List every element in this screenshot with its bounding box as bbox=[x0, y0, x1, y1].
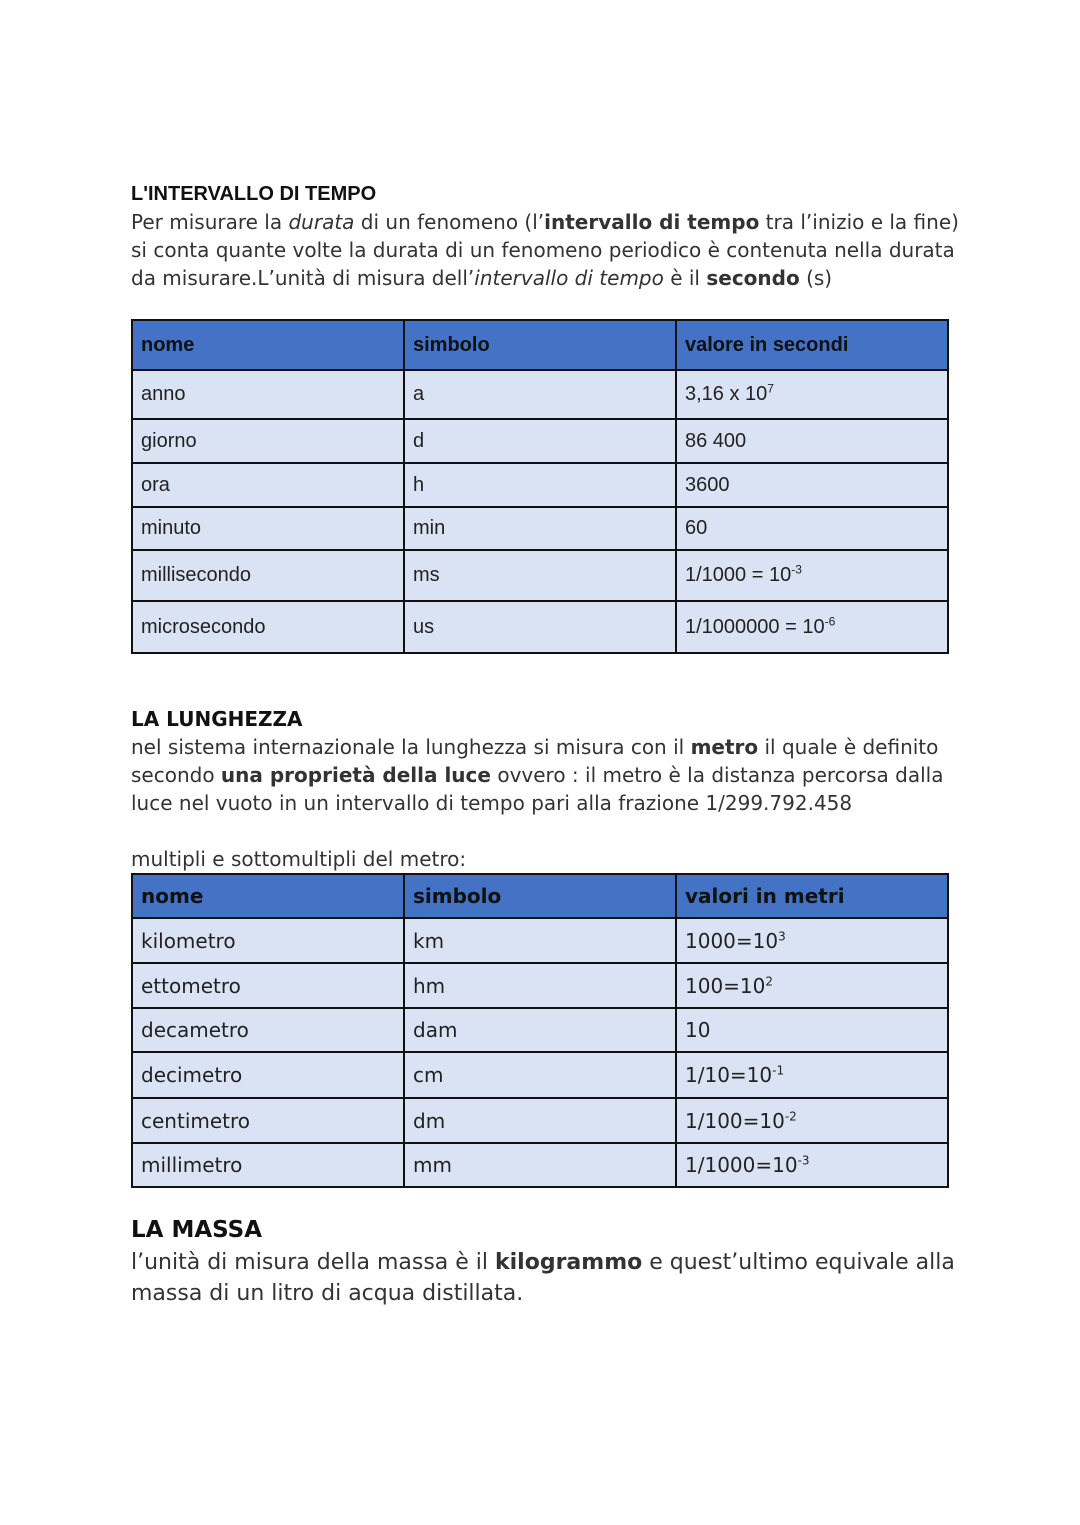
cell-simbolo: km bbox=[404, 918, 676, 963]
text-run: il quale è definito secondo bbox=[131, 735, 939, 787]
value-text: 3600 bbox=[685, 473, 730, 496]
time-section-paragraph bbox=[131, 208, 961, 292]
cell-nome: kilometro bbox=[132, 918, 404, 963]
cell-valore bbox=[676, 918, 948, 963]
cell-valore bbox=[676, 550, 948, 601]
value-exponent: -3 bbox=[791, 562, 802, 577]
cell-nome: ettometro bbox=[132, 963, 404, 1008]
value-exponent: 7 bbox=[767, 381, 774, 396]
length-units-table bbox=[131, 873, 949, 1188]
value-text: 1/1000 = 10 bbox=[685, 564, 792, 586]
table-header-row bbox=[132, 320, 948, 370]
text-run: e quest’ultimo equivale alla massa di un litro di acqua distillata. bbox=[131, 1250, 955, 1306]
table-row bbox=[132, 963, 948, 1008]
value-text: 3,16 x 10 bbox=[685, 383, 768, 405]
column-header-nome: nome bbox=[132, 320, 404, 370]
cell-simbolo: h bbox=[404, 463, 676, 507]
table-row bbox=[132, 1143, 948, 1187]
text-run: (s) bbox=[799, 266, 833, 290]
table-row bbox=[132, 463, 948, 507]
cell-valore bbox=[676, 507, 948, 550]
value-exponent: -2 bbox=[784, 1108, 797, 1123]
cell-valore bbox=[676, 1008, 948, 1052]
time-units-table bbox=[131, 319, 949, 654]
cell-valore bbox=[676, 1052, 948, 1098]
column-header-simbolo: simbolo bbox=[404, 874, 676, 918]
length-section-paragraph bbox=[131, 733, 961, 817]
table-row bbox=[132, 1098, 948, 1143]
length-section-title: LA LUNGHEZZA bbox=[131, 707, 303, 731]
value-text: 1/1000000 = 10 bbox=[685, 615, 825, 638]
cell-simbolo: dam bbox=[404, 1008, 676, 1052]
value-exponent: -3 bbox=[797, 1153, 810, 1168]
text-run: di un fenomeno (l’ bbox=[354, 210, 545, 234]
table-row bbox=[132, 601, 948, 653]
value-exponent: 3 bbox=[778, 928, 786, 943]
column-header-simbolo: simbolo bbox=[404, 320, 676, 370]
emphasis-durata: durata bbox=[288, 210, 355, 234]
cell-simbolo: cm bbox=[404, 1052, 676, 1098]
value-exponent: -1 bbox=[772, 1063, 785, 1078]
value-text: 86 400 bbox=[685, 429, 747, 452]
text-run: ovvero : il metro è la distanza percorsa dalla luce nel vuoto in un intervallo di tempo pari alla frazione 1/299.792.458 bbox=[131, 763, 944, 815]
value-exponent: -6 bbox=[824, 613, 836, 628]
cell-simbolo: d bbox=[404, 419, 676, 463]
cell-nome: ora bbox=[132, 463, 404, 507]
table-row bbox=[132, 419, 948, 463]
table-row bbox=[132, 918, 948, 963]
cell-nome: millisecondo bbox=[132, 550, 404, 601]
cell-nome: giorno bbox=[132, 419, 404, 463]
mass-section-title: LA MASSA bbox=[131, 1217, 263, 1243]
mass-section-paragraph bbox=[131, 1247, 971, 1309]
cell-nome: centimetro bbox=[132, 1098, 404, 1143]
cell-nome: anno bbox=[132, 370, 404, 419]
table-header-row bbox=[132, 874, 948, 918]
cell-nome: microsecondo bbox=[132, 601, 404, 653]
cell-valore bbox=[676, 1143, 948, 1187]
cell-simbolo: mm bbox=[404, 1143, 676, 1187]
text-run: Per misurare la bbox=[131, 210, 289, 234]
text-run: tra l’inizio e la fine) si conta quante volte la durata di un fenomeno periodico è contenuta nella durata da misurare.L’unità di misura dell’ bbox=[131, 210, 959, 290]
table-row bbox=[132, 1008, 948, 1052]
text-run: è il bbox=[663, 266, 707, 290]
column-header-valore: valori in metri bbox=[676, 874, 948, 918]
cell-simbolo: a bbox=[404, 370, 676, 419]
cell-nome: decametro bbox=[132, 1008, 404, 1052]
text-run: nel sistema internazionale la lunghezza si misura con il bbox=[131, 735, 691, 759]
value-text: 1/100=10 bbox=[685, 1108, 785, 1133]
table-row bbox=[132, 1052, 948, 1098]
strong-intervallo: intervallo di tempo bbox=[544, 210, 760, 234]
cell-valore bbox=[676, 601, 948, 653]
cell-valore bbox=[676, 463, 948, 507]
strong-secondo: secondo bbox=[706, 266, 800, 290]
cell-valore bbox=[676, 963, 948, 1008]
value-text: 1000=10 bbox=[685, 928, 779, 953]
column-header-valore: valore in secondi bbox=[676, 320, 948, 370]
strong-proprieta-luce: una proprietà della luce bbox=[220, 763, 491, 787]
value-text: 1/10=10 bbox=[685, 1063, 773, 1087]
strong-kilogrammo: kilogrammo bbox=[495, 1250, 643, 1275]
cell-valore bbox=[676, 1098, 948, 1143]
cell-simbolo: hm bbox=[404, 963, 676, 1008]
cell-valore bbox=[676, 370, 948, 419]
cell-simbolo: ms bbox=[404, 550, 676, 601]
table-row bbox=[132, 370, 948, 419]
table-row bbox=[132, 550, 948, 601]
value-text: 10 bbox=[685, 1018, 711, 1042]
cell-nome: minuto bbox=[132, 507, 404, 550]
emphasis-intervallo: intervallo di tempo bbox=[474, 266, 664, 290]
value-exponent: 2 bbox=[765, 973, 774, 988]
value-text: 1/1000=10 bbox=[685, 1153, 798, 1177]
cell-simbolo: dm bbox=[404, 1098, 676, 1143]
cell-valore bbox=[676, 419, 948, 463]
cell-nome: millimetro bbox=[132, 1143, 404, 1187]
text-run: l’unità di misura della massa è il bbox=[131, 1250, 495, 1275]
cell-nome: decimetro bbox=[132, 1052, 404, 1098]
value-text: 100=10 bbox=[685, 973, 766, 998]
strong-metro: metro bbox=[690, 735, 759, 759]
time-section-title: L'INTERVALLO DI TEMPO bbox=[131, 183, 377, 205]
column-header-nome: nome bbox=[132, 874, 404, 918]
length-table-caption: multipli e sottomultipli del metro: bbox=[131, 847, 467, 871]
cell-simbolo: min bbox=[404, 507, 676, 550]
cell-simbolo: us bbox=[404, 601, 676, 653]
table-row bbox=[132, 507, 948, 550]
value-text: 60 bbox=[685, 517, 708, 539]
